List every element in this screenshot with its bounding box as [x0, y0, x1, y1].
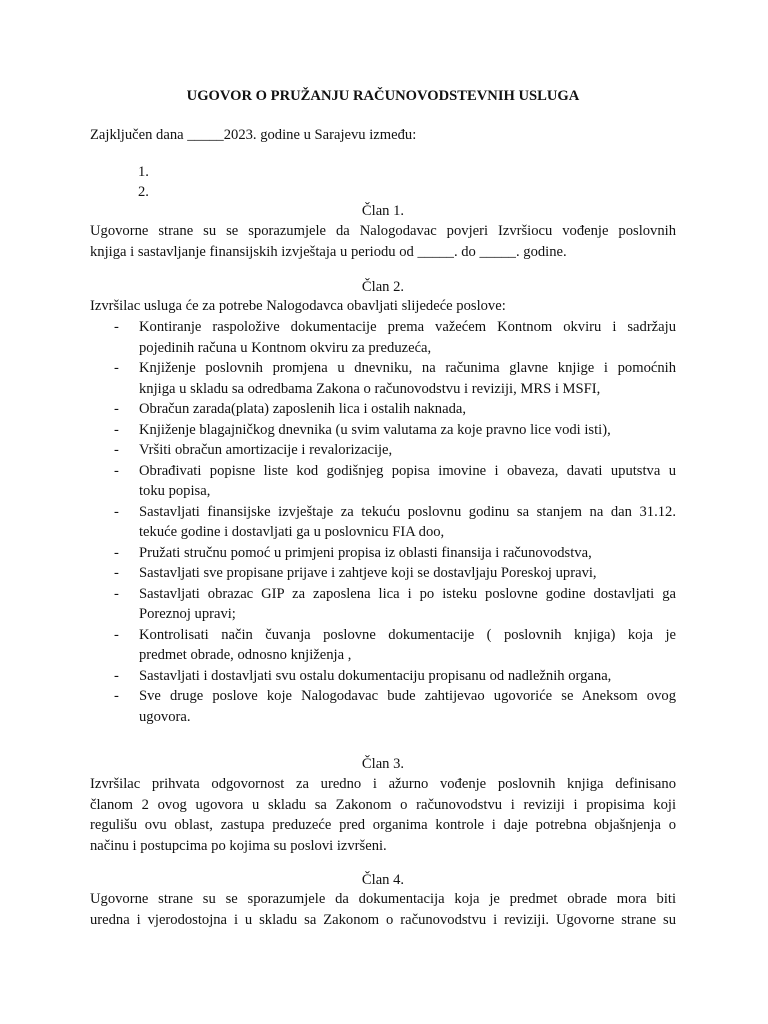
duty-line: ugovora. — [139, 708, 191, 725]
party-item-1: 1. — [138, 164, 149, 180]
duty-line: Kontiranje raspoložive dokumentacije prema važećem Kontnom okviru i sadržaju — [139, 319, 676, 335]
duty-line: Sastavljati i dostavljati svu ostalu dokumentaciju propisanu od nadležnih organa, — [139, 667, 612, 684]
duty-line: tekuće godine i dostavljati ga u poslovnicu FIA doo, — [139, 524, 445, 540]
dash-marker: - — [114, 319, 119, 335]
duty-line: Sastavljati obrazac GIP za zaposlena lica i po isteku poslovne godine dostavljati ga — [139, 585, 676, 602]
duty-line: Sve druge poslove koje Nalogodavac bude zahtijevao ugovoriće se Aneksom ovog — [139, 688, 676, 704]
duty-item — [90, 666, 676, 687]
dash-marker: - — [114, 442, 119, 458]
clan3-heading: Član 3. — [361, 756, 405, 772]
duty-item — [90, 543, 676, 564]
duty-item — [90, 358, 676, 399]
clan2-duties-list — [90, 317, 676, 727]
duty-item — [90, 686, 676, 727]
clan4-line: uredna i vjerodostojna i u skladu sa Zakonom o računovodstvu i reviziji. Ugovorne strane su — [90, 911, 676, 928]
dash-marker: - — [114, 585, 119, 602]
duty-line: Vršiti obračun amortizacije i revalorizacije, — [139, 442, 393, 458]
clan3-line: članom 2 ovog ugovora u skladu sa Zakonom o računovodstvu i reviziji i propisima koji — [90, 796, 676, 813]
duty-line: Obrađivati popisne liste kod godišnjeg popisa imovine i obaveza, davati uputstva u — [139, 462, 676, 479]
clan4-line: Ugovorne strane su se sporazumjele da dokumentacija koja je predmet obrade mora biti — [90, 891, 676, 907]
dash-marker: - — [114, 667, 119, 684]
duty-item — [90, 461, 676, 502]
clan2-heading: Član 2. — [361, 279, 405, 295]
duty-line: Poreznoj upravi; — [139, 606, 236, 622]
dash-marker: - — [114, 462, 119, 479]
duty-line: Kontrolisati način čuvanja poslovne dokumentacije ( poslovnih knjiga) koja je — [139, 626, 676, 643]
duty-item — [90, 584, 676, 625]
dash-marker: - — [114, 503, 119, 520]
duty-item — [90, 399, 676, 420]
duty-line: knjiga u skladu sa odredbama Zakona o računovodstvu i reviziji, MRS i MSFI, — [139, 380, 601, 397]
clan2-intro — [90, 296, 676, 317]
clan4-heading: Član 4. — [361, 872, 405, 888]
document-title: UGOVOR O PRUŽANJU RAČUNOVODSTEVNIH USLUGA — [186, 88, 580, 104]
clan1-line: knjiga i sastavljanje finansijskih izvještaja u periodu od _____. do _____. godine. — [90, 243, 567, 260]
duty-item — [90, 502, 676, 543]
clan1-heading: Član 1. — [361, 203, 405, 219]
duty-item — [90, 420, 676, 441]
clan4-paragraph — [90, 889, 676, 930]
duty-line: toku popisa, — [139, 483, 211, 499]
clan1-paragraph — [90, 221, 676, 262]
dash-marker: - — [114, 688, 119, 704]
duty-line: Knjiženje blagajničkog dnevnika (u svim valutama za koje pravno lice vodi isti), — [139, 421, 611, 438]
duty-line: predmet obrade, odnosno knjiženja , — [139, 647, 352, 663]
duty-item — [90, 317, 676, 358]
dash-marker: - — [114, 626, 119, 643]
duty-item — [90, 563, 676, 584]
duty-line: Sastavljati sve propisane prijave i zahtjeve koji se dostavljaju Poreskoj upravi, — [139, 565, 597, 581]
dash-marker: - — [114, 401, 119, 417]
clan3-paragraph — [90, 774, 676, 856]
contract-intro: Zajključen dana _____2023. godine u Sarajevu između: — [90, 127, 417, 143]
duty-line: Knjiženje poslovnih promjena u dnevniku, na računima glavne knjige i pomoćnih — [139, 360, 676, 376]
dash-marker: - — [114, 544, 119, 561]
parties-list — [138, 162, 149, 202]
dash-marker: - — [114, 565, 119, 581]
clan1-line: Ugovorne strane su se sporazumjele da Nalogodavac povjeri Izvršiocu vođenje poslovnih — [90, 223, 676, 239]
dash-marker: - — [114, 360, 119, 376]
duty-line: Obračun zarada(plata) zaposlenih lica i ostalih naknada, — [139, 401, 466, 417]
party-item-2: 2. — [138, 184, 149, 200]
duty-item — [90, 625, 676, 666]
duty-line: pojedinih računa u Kontnom okviru za preduzeća, — [139, 339, 432, 356]
dash-marker: - — [114, 421, 119, 438]
duty-item — [90, 440, 676, 461]
clan3-line: regulišu ovu oblast, zastupa preduzeće pred organima kontrole i daje potrebna objašnjenja o — [90, 817, 676, 833]
clan3-line: načinu i postupcima po kojima su poslovi izvršeni. — [90, 837, 387, 854]
clan3-line: Izvršilac prihvata odgovornost za uredno i ažurno vođenje poslovnih knjiga definisano — [90, 776, 676, 792]
clan2-intro-line: Izvršilac usluga će za potrebe Nalogodavca obavljati slijedeće poslove: — [90, 298, 506, 314]
duty-line: Pružati stručnu pomoć u primjeni propisa iz oblasti finansija i računovodstva, — [139, 544, 592, 561]
duty-line: Sastavljati finansijske izvještaje za tekuću poslovnu godinu sa stanjem na dan 31.12. — [139, 503, 676, 520]
